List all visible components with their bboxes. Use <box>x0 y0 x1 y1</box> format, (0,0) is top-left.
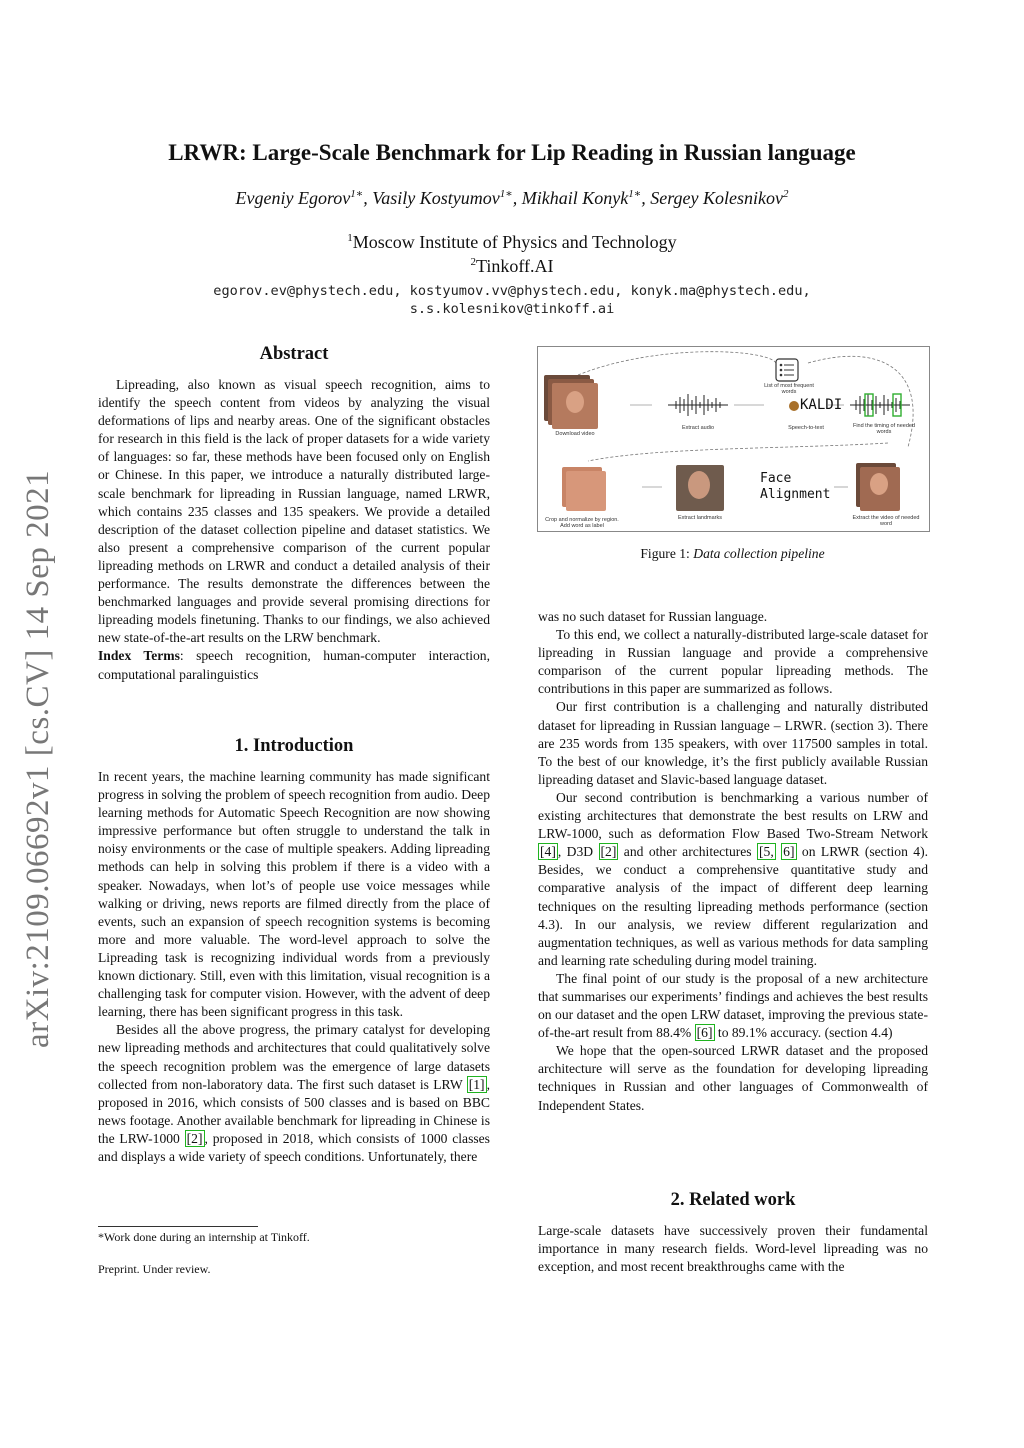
related-work-text: Large-scale datasets have successively proven their fundamental importance in many research fields. Word-level lipreading was no exception, and most recent breakthroughs came with the <box>538 1223 928 1275</box>
citation-link[interactable]: 6] <box>783 844 795 860</box>
timing-label: Find the timing of needed words <box>852 423 916 435</box>
abstract-text: Lipreading, also known as visual speech recognition, aims to identify the speech content from videos by analyzing the visual deformations of lips and nearby areas. One of the significant obstacles for research in this field is the lack of proper datasets for a wide variety of languages: so far, these methods have been focused only on English or Chinese. In this paper, we introduce a naturally distributed large-scale benchmark for lipreading in Russian language, named LRWR, which contains 235 classes and 135 speakers. We provide a detailed description of the dataset collection pipeline and dataset statistics. We also present a comprehensive comparison of the current popular lipreading methods on LRWR and conduct a detailed analysis of their performance. The results demonstrate the differences between the benchmarked languages and provide several promising directions for lipreading models finetuning. Thanks to our findings, we also achieved new state-of-the-art results on the LRW benchmark. <box>98 377 490 646</box>
extract-audio-label: Extract audio <box>681 425 715 431</box>
affiliation-name: Moscow Institute of Physics and Technology <box>352 232 677 252</box>
abstract-body <box>98 376 490 684</box>
text-span: to 89.1% accuracy. (section 4.4) <box>714 1025 893 1041</box>
author-sup: 1∗ <box>350 188 364 200</box>
kaldi-logo-text: KALDI <box>800 397 843 413</box>
face-detail <box>688 471 710 499</box>
author-list: Evgeniy Egorov$^{1∗}$, Vasily Kostyumov$^{1∗}$, Mikhail Konyk$^{1∗}$, Sergey Kolesnikov$^2$ <box>235 188 789 208</box>
list-label: List of most frequent words <box>764 383 814 395</box>
index-terms-label: Index Terms <box>98 648 180 664</box>
footnote-divider <box>98 1226 258 1227</box>
related-work-heading: 2. Related work <box>670 1190 796 1210</box>
contrib-paragraph <box>538 970 928 1042</box>
face-detail <box>870 473 888 495</box>
citation-link[interactable]: [4] <box>540 844 556 860</box>
text-span: , proposed in 2018, which consists of 1000 classes and displays a wide variety of speech conditions. Unfortunately, there <box>98 1130 490 1164</box>
figure-caption <box>537 546 928 562</box>
text-span: The final point of our study is the proposal of a new architecture that summarises our experiments’ findings and achieves the best results on our dataset and the open LRW dataset, improving the previous state-of-the-art result from 88.4% <box>538 970 928 1041</box>
related-work-body <box>538 1222 928 1276</box>
intro-paragraph-1: In recent years, the machine learning community has made significant progress in solving the problem of speech recognition from audio. Deep learning methods for Automatic Speech Recognition are now showing impressive performance but often struggle to understand the talk in noisy environments or the case of multiple speakers. Adding lipreading methods can help in solving this problem if there is a video with a speaker. Nowadays, when lot’s of people use voice messages while walking or driving, news reports are filmed directly from the place of events, such an expansion of speech recognition systems is becoming more and more valuable. The word-level approach to solve the Lipreading task is recognizing individual words from a previously known dictionary. Still, even with this limitation, visual recognition is a challenging task for computer vision. However, with the advent of deep learning, there has been significant progress in this task. <box>98 769 490 1020</box>
arxiv-identifier: arXiv:2109.06692v1 [cs.CV] 14 Sep 2021 <box>20 469 56 1048</box>
contrib-paragraph: Our first contribution is a challenging and naturally distributed dataset for lipreading in Russian language – LRWR. (section 3). There are 235 words from 135 speakers, with over 117500 samples in total. To the best of our knowledge, it’s the first publicly available Russian lipreading dataset and Slavic-based language dataset. <box>538 699 928 787</box>
author-name: Mikhail Konyk <box>521 188 629 208</box>
affiliation-2 <box>0 256 1024 277</box>
citation-link[interactable]: [2] <box>600 844 617 860</box>
right-column-body <box>538 608 928 1115</box>
list-icon <box>780 369 783 372</box>
contrib-paragraph: We hope that the open-sourced LRWR dataset and the proposed architecture will serve as the foundation for developing lipreading techniques in Russian and other languages of Commonwealth of Independent States. <box>538 1043 928 1113</box>
author-name: Evgeniy Egorov <box>235 188 351 208</box>
text-span: , D3D <box>557 844 599 860</box>
abstract-heading: Abstract <box>259 344 329 364</box>
text-span: and other architectures <box>618 844 758 860</box>
index-terms <box>98 647 490 683</box>
text-span: on LRWR (section 4). Besides, we conduct a comprehensive quantitative study and comparative analysis of the impact of different deep learning techniques on the resulting lipreading methods performance (section 4.3). In our analysis, we review different regularization and augmentation techniques, as well as various methods for data sampling and learning rate scheduling during model training. <box>538 844 928 968</box>
paper-title: LRWR: Large-Scale Benchmark for Lip Reading in Russian language <box>168 140 856 165</box>
author-sup: 2 <box>783 188 789 200</box>
download-label: Download video <box>555 431 595 437</box>
affiliation-sup: 2 <box>470 256 476 268</box>
author-sup: 1∗ <box>628 188 642 200</box>
caption-prefix: Figure 1: <box>640 546 694 561</box>
index-terms-text: : speech recognition, human-computer interaction, computational paralinguistics <box>98 648 490 682</box>
footnote: *Work done during an internship at Tinkoff. <box>98 1230 310 1244</box>
waveform-icon <box>668 394 728 416</box>
face-detail <box>566 391 584 413</box>
text-span: Our second contribution is benchmarking a various number of existing architectures that demonstrate the best results on LRW and LRW-1000, such as deformation Flow Based Two-Stream Network <box>538 789 928 842</box>
text-span: Besides all the above progress, the primary catalyst for developing new lipreading methods and architectures that could qualitatively solve the speech recognition problem was the emergence of large datasets collected from non-laboratory data. The first such dataset is LRW <box>98 1022 490 1092</box>
pipeline-figure <box>537 346 930 532</box>
citation-link[interactable]: [2] <box>186 1130 203 1146</box>
preprint-note: Preprint. Under review. <box>98 1262 211 1276</box>
citation-link[interactable]: [5, <box>759 844 774 860</box>
crop-label: Crop and normalize by region. Add word as label <box>545 517 619 529</box>
flow-arrow <box>588 443 888 461</box>
introduction-body <box>98 768 490 1166</box>
author-name: Vasily Kostyumov <box>372 188 500 208</box>
face-alignment-label: Face Alignment <box>760 471 831 502</box>
affiliation-1 <box>0 232 1024 253</box>
affiliation-name: Tinkoff.AI <box>475 256 554 276</box>
citation-link[interactable]: [1] <box>468 1076 485 1092</box>
contrib-paragraph <box>538 789 928 970</box>
extract-video-label: Extract the video of needed word <box>852 515 920 527</box>
author-sup: 1∗ <box>499 188 513 200</box>
affiliation-sup: 1 <box>347 232 353 244</box>
lip-crop-image <box>566 471 606 511</box>
stt-label: Speech-to-text <box>788 425 824 431</box>
citation-link[interactable]: [6] <box>696 1025 713 1041</box>
contrib-paragraph: To this end, we collect a naturally-distributed large-scale dataset for lipreading in Russian language and provide a comprehensive comparison of the current popular lipreading methods. The contributions in this paper are summarized as follows. <box>538 627 928 697</box>
email-line-1: egorov.ev@phystech.edu, kostyumov.vv@phystech.edu, konyk.ma@phystech.edu, <box>213 283 811 299</box>
author-name: Sergey Kolesnikov <box>650 188 784 208</box>
kaldi-logo-icon <box>789 401 799 411</box>
intro-paragraph-2 <box>98 1021 490 1166</box>
introduction-heading: 1. Introduction <box>234 736 354 756</box>
continuation-text: was no such dataset for Russian language. <box>538 609 768 624</box>
list-icon <box>780 364 783 367</box>
email-line-2: s.s.kolesnikov@tinkoff.ai <box>409 301 615 317</box>
landmarks-label: Extract landmarks <box>677 515 722 521</box>
text-span: , proposed in 2016, which consists of 500 classes and is based on BBC news footage. Another available benchmark for lipreading in Chinese is the LRW-1000 <box>98 1076 490 1146</box>
flow-arrow <box>578 352 776 375</box>
caption-text: Data collection pipeline <box>693 546 825 561</box>
list-icon <box>780 374 783 377</box>
